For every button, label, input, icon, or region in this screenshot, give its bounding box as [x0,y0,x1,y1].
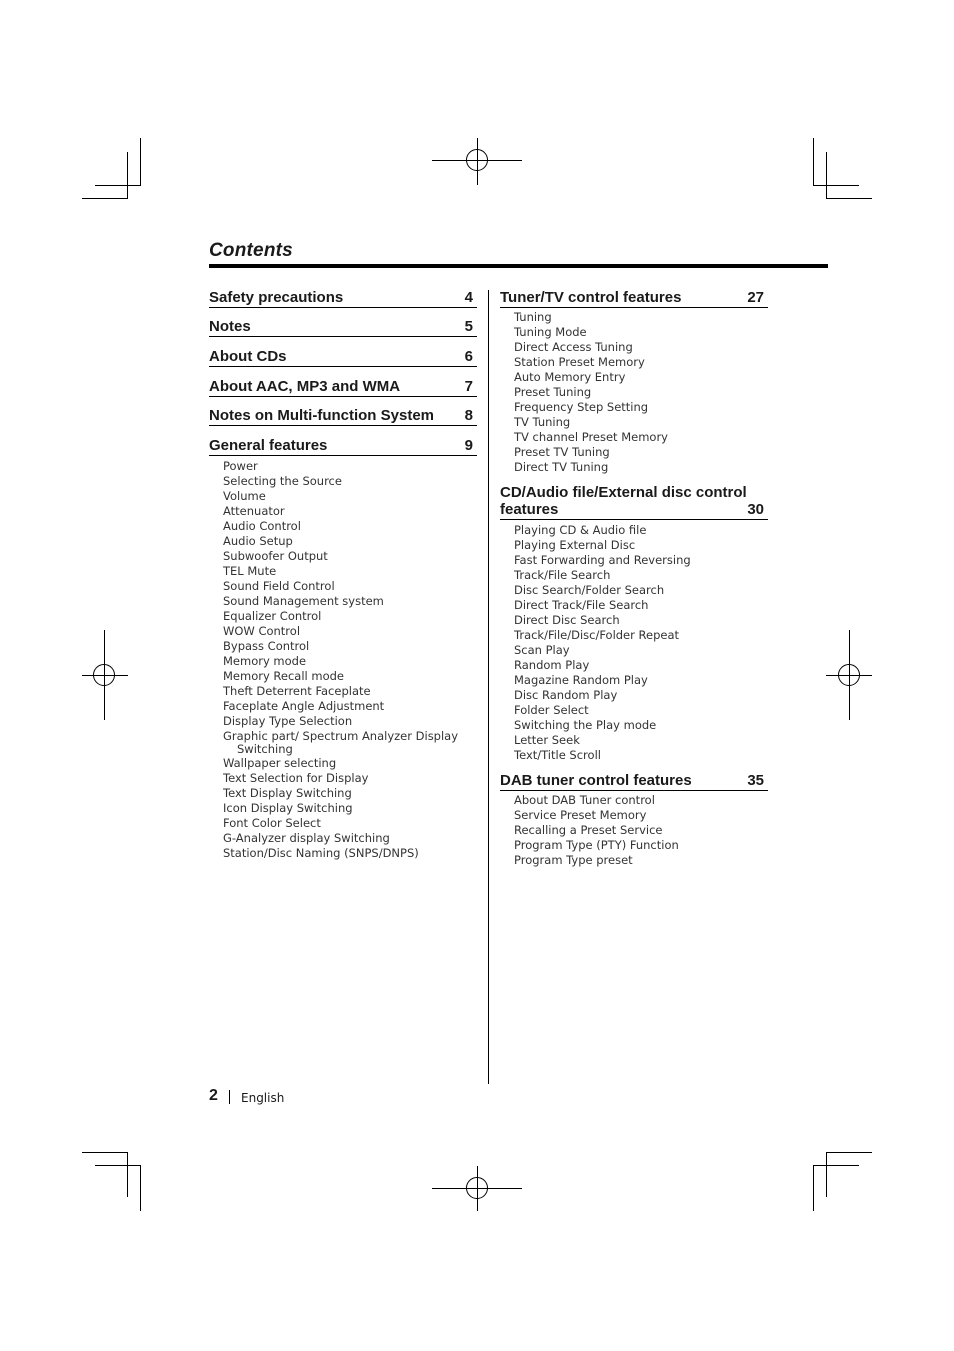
toc-item[interactable]: Direct Disc Search [514,613,620,627]
toc-section-about-aac[interactable] [209,378,477,397]
toc-item[interactable]: Selecting the Source [223,474,342,488]
toc-item[interactable]: Icon Display Switching [223,801,353,815]
toc-section-general[interactable] [209,437,477,861]
toc-item-list [500,310,768,475]
page-number: 30 [747,501,764,518]
toc-item-line: Graphic part/ Spectrum Analyzer Display [223,729,459,743]
toc-item[interactable]: Auto Memory Entry [514,370,626,384]
toc-item[interactable]: Track/File/Disc/Folder Repeat [514,628,679,642]
toc-item[interactable]: Random Play [514,658,590,672]
toc-item[interactable]: Fast Forwarding and Reversing [514,553,691,567]
toc-item[interactable]: Bypass Control [223,639,310,653]
section-heading: About CDs 6 [209,348,477,367]
page-number: 9 [464,437,473,454]
toc-item[interactable]: Program Type preset [514,853,633,867]
toc-item[interactable]: Station/Disc Naming (SNPS/DNPS) [223,846,419,860]
toc-item[interactable]: Audio Setup [223,534,293,548]
toc-item[interactable]: Magazine Random Play [514,673,648,687]
toc-item[interactable]: Service Preset Memory [514,808,647,822]
toc-item[interactable]: Text Display Switching [223,786,352,800]
toc-item[interactable]: TEL Mute [223,564,277,578]
page-number: 4 [464,289,473,306]
toc-item[interactable]: Tuning [514,310,552,324]
section-heading: Tuner/TV control features 27 [500,289,768,308]
toc-item[interactable]: Track/File Search [514,568,611,582]
toc-item-list [500,523,768,763]
title-rule [209,264,828,268]
toc-item[interactable]: Volume [223,489,266,503]
toc-section-notes[interactable] [209,318,477,337]
toc-item[interactable]: Subwoofer Output [223,549,328,563]
toc-item[interactable]: Font Color Select [223,816,321,830]
section-heading: DAB tuner control features 35 [500,772,768,791]
toc-section-multi-function[interactable] [209,407,477,426]
toc-item[interactable]: Sound Management system [223,594,384,608]
toc-item[interactable]: TV Tuning [514,415,571,429]
toc-item[interactable]: About DAB Tuner control [514,793,655,807]
toc-item[interactable]: Memory mode [223,654,307,668]
toc-item[interactable]: Direct TV Tuning [514,460,609,474]
toc-item[interactable]: Recalling a Preset Service [514,823,663,837]
toc-section-safety[interactable] [209,289,477,308]
toc-item[interactable]: Folder Select [514,703,589,717]
toc-item-list [209,459,477,861]
toc-item[interactable]: Letter Seek [514,733,580,747]
toc-item[interactable]: Scan Play [514,643,570,657]
toc-item-line-continued: Switching [237,742,293,756]
toc-item[interactable]: Direct Track/File Search [514,598,649,612]
footer-language: English [241,1091,285,1105]
toc-item[interactable]: TV channel Preset Memory [514,430,668,444]
toc-item[interactable]: Disc Random Play [514,688,618,702]
toc-item[interactable]: Direct Access Tuning [514,340,633,354]
page-title: Contents [209,240,293,261]
toc-item[interactable]: Memory Recall mode [223,669,345,683]
footer-separator [229,1090,230,1104]
toc-section-dab[interactable] [500,772,768,868]
toc-item[interactable]: Attenuator [223,504,285,518]
toc-item[interactable]: Playing External Disc [514,538,636,552]
page-number: 5 [464,318,473,335]
column-divider [488,290,489,1084]
toc-item[interactable]: Power [223,459,258,473]
toc-item[interactable]: Theft Deterrent Faceplate [223,684,371,698]
toc-section-cd-audio[interactable] [500,484,768,763]
page-number: 35 [747,772,764,789]
toc-item[interactable]: G-Analyzer display Switching [223,831,390,845]
page-number: 8 [464,407,473,424]
toc-item[interactable]: Preset Tuning [514,385,592,399]
page-number: 7 [464,378,473,395]
section-heading: General features 9 [209,437,477,456]
toc-section-tuner-tv[interactable] [500,289,768,475]
toc-item[interactable]: Text Selection for Display [223,771,369,785]
toc-item[interactable]: Switching the Play mode [514,718,657,732]
toc-section-about-cds[interactable] [209,348,477,367]
toc-item[interactable]: Playing CD & Audio file [514,523,647,537]
toc-item[interactable] [209,729,477,756]
footer-page-number: 2 [209,1087,218,1104]
toc-item[interactable]: Frequency Step Setting [514,400,649,414]
toc-item[interactable]: Tuning Mode [514,325,587,339]
toc-item[interactable]: Program Type (PTY) Function [514,838,679,852]
toc-item[interactable]: WOW Control [223,624,301,638]
toc-item-list [500,793,768,868]
toc-item[interactable]: Faceplate Angle Adjustment [223,699,385,713]
toc-item[interactable]: Audio Control [223,519,301,533]
section-heading: Notes on Multi-function System 8 [209,407,477,426]
page-number: 6 [464,348,473,365]
toc-item[interactable]: Sound Field Control [223,579,335,593]
toc-item[interactable]: Text/Title Scroll [514,748,601,762]
toc-item[interactable]: Station Preset Memory [514,355,645,369]
section-heading: Notes 5 [209,318,477,337]
section-heading: About AAC, MP3 and WMA 7 [209,378,477,397]
section-heading: CD/Audio file/External disc control features 30 [500,484,768,520]
page-number: 27 [747,289,764,306]
toc-item[interactable]: Preset TV Tuning [514,445,610,459]
toc-item[interactable]: Wallpaper selecting [223,756,337,770]
section-heading: Safety precautions 4 [209,289,477,308]
toc-item[interactable]: Display Type Selection [223,714,353,728]
toc-item[interactable]: Disc Search/Folder Search [514,583,665,597]
toc-item[interactable]: Equalizer Control [223,609,322,623]
